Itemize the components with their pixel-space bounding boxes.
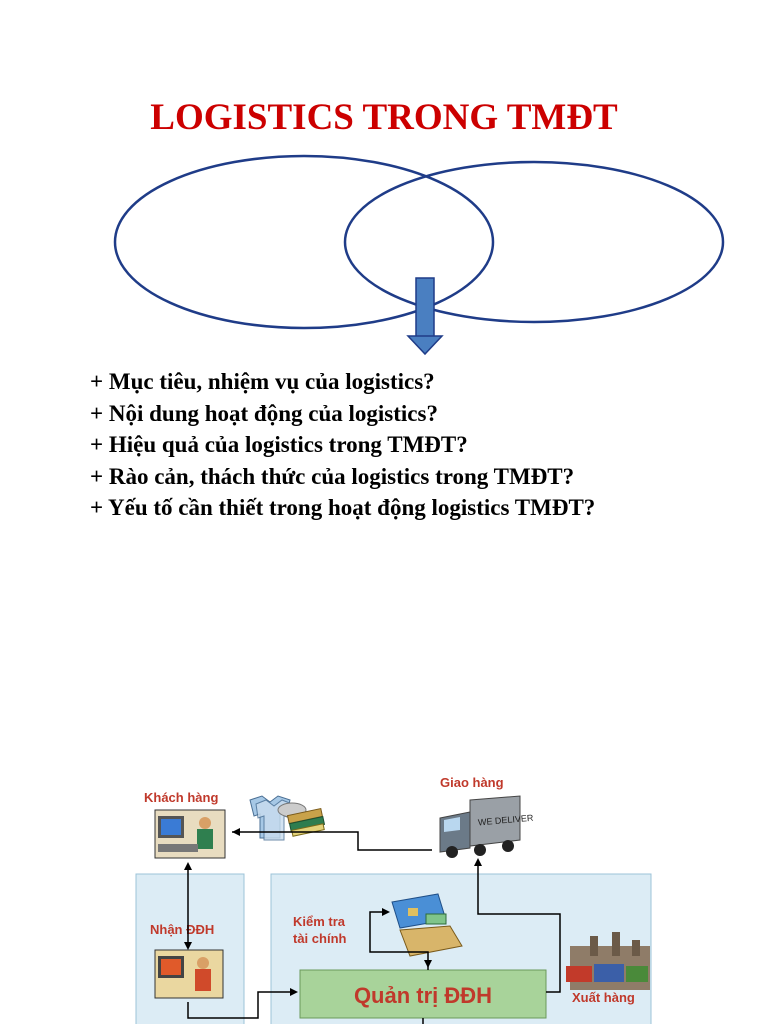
list-item: + Nội dung hoạt động của logistics?: [90, 400, 438, 426]
customer-label: Khách hàng: [144, 790, 219, 805]
shipping-label: Xuất hàng: [572, 990, 635, 1005]
list-item: + Rào cản, thách thức của logistics trong TMĐT?: [90, 463, 575, 489]
computer-user-icon: [155, 810, 225, 858]
shirt-icon: [250, 796, 292, 840]
delivery-truck-icon: [440, 796, 534, 858]
question-list: [90, 366, 595, 524]
left-panel: [136, 874, 244, 1024]
order-flow-diagram: [0, 760, 768, 1024]
right-ellipse: [345, 162, 723, 322]
down-arrow-icon: [408, 278, 442, 354]
left-ellipse: [115, 156, 493, 328]
delivery-label: Giao hàng: [440, 775, 504, 790]
list-item: + Mục tiêu, nhiệm vụ của logistics?: [90, 369, 435, 394]
venn-diagram: [0, 150, 768, 360]
list-item: + Hiệu quả của logistics trong TMĐT?: [90, 432, 468, 457]
list-item: + Yếu tố cần thiết trong hoạt động logistics TMĐT?: [90, 495, 596, 520]
finance-check-label: Kiểm tra: [293, 914, 346, 929]
receive-order-label: Nhận ĐĐH: [150, 922, 215, 937]
order-computer-icon: [155, 950, 223, 998]
slide-title: LOGISTICS TRONG TMĐT: [150, 97, 618, 138]
truck-text: WE DELIVER: [477, 812, 534, 828]
finance-check-label-2: tài chính: [293, 931, 347, 946]
order-management-label: Quản trị ĐĐH: [353, 983, 493, 1008]
